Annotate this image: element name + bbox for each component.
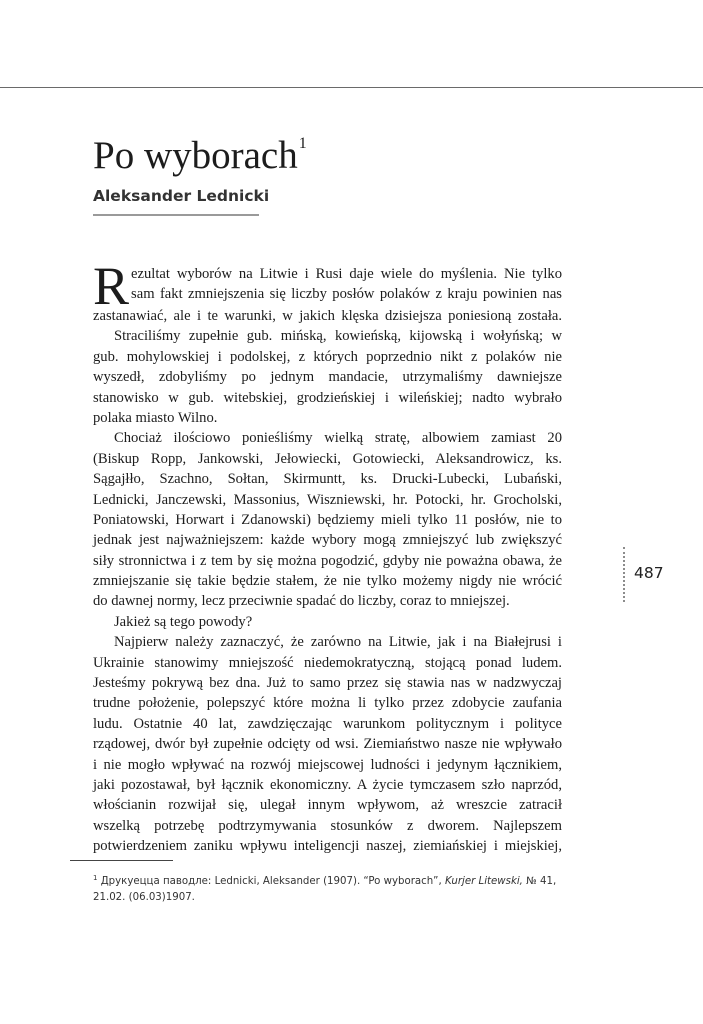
footnote-marker: 1 bbox=[93, 874, 98, 882]
text-line: sam fakt zmniejszenia się liczby posłów polaków z kraju powinien nas bbox=[131, 286, 562, 303]
text-line: Sągajłło, Szachno, Sołtan, Skirmuntt, ks. Drucki-Lubecki, Lubański, bbox=[93, 471, 562, 488]
text-line: Jakież są tego powody? bbox=[114, 613, 253, 630]
text-line: Chociaż ilościowo ponieśliśmy wielką stratę, albowiem zamiast 20 bbox=[114, 430, 562, 447]
author-name: Aleksander Lednicki bbox=[93, 187, 270, 205]
footnote-text: Друкуецца паводле: Lednicki, Aleksander (1907). “Po wyborach”, bbox=[100, 876, 445, 887]
text-line: gub. mohylowskiej i podolskej, z których poprzednio nikt z polaków nie bbox=[93, 348, 562, 365]
article-title bbox=[93, 121, 307, 179]
text-line: jednak jest najważniejszem: każde wybory mogą zmniejszyć lub zwiększyć bbox=[93, 532, 562, 549]
text-line: polaka miasto Wilno. bbox=[93, 409, 218, 426]
text-line: siły stronnictwa i z tem by się można pogodzić, gdyby nie poważna obawa, że bbox=[93, 552, 562, 569]
text-line: (Biskup Ropp, Jankowski, Jełowiecki, Gotowiecki, Aleksandrowicz, ks. bbox=[93, 450, 562, 467]
header-rule bbox=[0, 87, 703, 88]
page-number: 487 bbox=[634, 564, 664, 582]
text-line: zastanawiać, ale i te warunki, w jakich klęska dzisiejsza poniesioną została. bbox=[93, 308, 562, 324]
title-text: Po wyborach bbox=[93, 134, 298, 177]
footnote-text-end: № 41, 21.02. (06.03)1907. bbox=[93, 876, 557, 903]
text-line: zmniejszanie się takie będzie stałem, że nie tylko możemy nigdy nie wrócić bbox=[93, 573, 562, 590]
margin-dotted-rule bbox=[623, 547, 625, 602]
text-line: włościanin rozwijał się, ulegał innym wpływom, aż wreszcie zatracił bbox=[93, 797, 562, 814]
article-body bbox=[93, 256, 562, 857]
text-line: Straciliśmy zupełnie gub. mińską, kowieńską, kijowską i wołyńską; w bbox=[114, 328, 562, 345]
text-line: stanowisko w gub. witebskiej, grodzieńskiej i wileńskiej; nadto wybrało bbox=[93, 389, 562, 406]
text-line: wszelką potrzebę podtrzymywania stosunków z dworem. Najlepszem bbox=[93, 817, 562, 834]
text-line: Ukrainie stanowimy mniejszość niedemokratyczną, stojącą ponad ludem. bbox=[93, 654, 562, 671]
text-line: Jesteśmy pokrywą bez dna. Już to samo przez się stawia nas w nadzwyczaj bbox=[93, 675, 562, 692]
text-line: wyszedł, zdobyliśmy po jednym mandacie, utrzymaliśmy dawniejsze bbox=[93, 369, 562, 386]
paragraph bbox=[93, 632, 562, 856]
footnote bbox=[93, 870, 563, 906]
text-line: Lednicki, Janczewski, Massonius, Wiszniewski, hr. Potocki, hr. Grocholski, bbox=[93, 491, 562, 508]
text-line: jaki pozostawał, był łącznik ekonomiczny. A życie tymczasem szło naprzód, bbox=[93, 776, 562, 793]
paragraph bbox=[93, 428, 562, 612]
footnote-rule bbox=[70, 860, 173, 861]
text-line: do dawnej normy, lecz przeciwnie spadać do liczby, coraz to mniejszej. bbox=[93, 593, 510, 610]
footnote-journal: Kurjer Litewski, bbox=[444, 876, 523, 887]
paragraph bbox=[93, 256, 562, 326]
text-line: potwierdzeniem zaniku wpływu inteligencji naszej, ziemiańskiej i miejskiej, bbox=[93, 838, 562, 855]
text-line: i nie mogło wpływać na rozwój miejscowej ludności i jedynym łącznikiem, bbox=[93, 756, 562, 773]
text-line: trudne położenie, polepszyć które można li tylko przez zdobycie zaufania bbox=[93, 695, 562, 712]
text-line: ezultat wyborów na Litwie i Rusi daje wiele do myślenia. Nie tylko bbox=[131, 266, 562, 282]
text-line: Poniatowski, Horwart i Zdanowski) będziemy mieli tylko 11 posłów, nie to bbox=[93, 511, 562, 528]
text-line: rządowej, dwór był zupełnie odcięty od wsi. Ziemiaństwo nasze nie wpływało bbox=[93, 736, 562, 753]
text-line: Najpierw należy zaznaczyć, że zarówno na Litwie, jak i na Białejrusi i bbox=[114, 634, 562, 651]
text-line: ludu. Ostatnie 40 lat, zawdzięczając warunkom politycznym i polityce bbox=[93, 715, 562, 732]
paragraph bbox=[93, 326, 562, 428]
author-underline bbox=[93, 214, 259, 216]
drop-cap: R bbox=[93, 256, 130, 316]
title-footnote-ref[interactable]: 1 bbox=[298, 135, 307, 152]
paragraph bbox=[93, 612, 562, 632]
